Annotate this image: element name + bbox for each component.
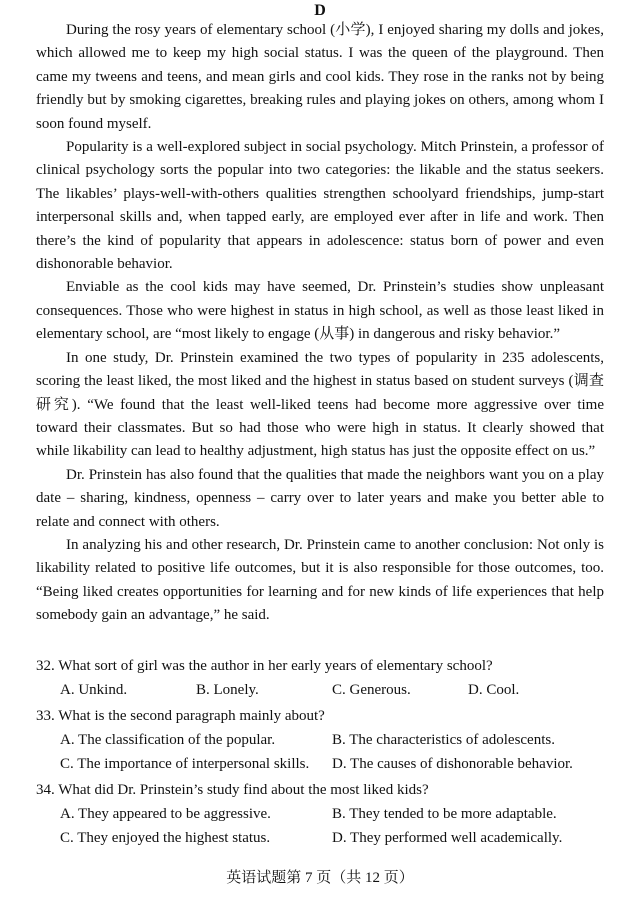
passage-paragraph-4: In one study, Dr. Prinstein examined the two types of popularity in 235 adolescents, scoring the least liked, the most liked and the highest in status based on student surveys (调查研究). “We found that the least well-liked teens had become more aggressive over time toward their classmates. But so had those who were high in status. It clearly showed that while likability can lead to healthy adjustment, high status has just the opposite effect on us.” — [36, 349, 604, 460]
page-footer: 英语试题第 7 页（共 12 页） — [226, 870, 414, 886]
option-b: B. Lonely. — [196, 682, 259, 698]
question-stem: 33. What is the second paragraph mainly about? — [36, 708, 325, 724]
option-b: B. The characteristics of adolescents. — [332, 732, 555, 748]
section-heading: D — [314, 2, 326, 19]
option-c: C. The importance of interpersonal skills. — [60, 756, 310, 772]
passage-paragraph-3: Enviable as the cool kids may have seemed, Dr. Prinstein’s studies show unpleasant consequences. Those who were highest in status in high school, as well as those least liked in elementary school, are “most likely to engage (从事) in dangerous and risky behavior.” — [36, 279, 604, 343]
option-d: D. Cool. — [468, 682, 520, 698]
question-32 — [36, 654, 604, 702]
option-list — [36, 728, 604, 776]
question-34 — [36, 778, 604, 850]
question-33 — [36, 704, 604, 776]
question-stem: 32. What sort of girl was the author in her early years of elementary school? — [36, 658, 493, 674]
option-c: C. Generous. — [332, 682, 411, 698]
option-d: D. They performed well academically. — [332, 830, 563, 846]
passage-paragraph-5: Dr. Prinstein has also found that the qualities that made the neighbors want you on a play date – sharing, kindness, openness – carry over to later years and make you better able to relate and connect with others. — [36, 466, 604, 530]
option-list — [36, 678, 604, 702]
question-stem: 34. What did Dr. Prinstein’s study find about the most liked kids? — [36, 782, 429, 798]
reading-passage — [36, 19, 604, 628]
option-c: C. They enjoyed the highest status. — [60, 830, 271, 846]
option-list — [36, 802, 604, 850]
option-a: A. Unkind. — [60, 682, 128, 698]
option-a: A. The classification of the popular. — [60, 732, 276, 748]
passage-paragraph-6: In analyzing his and other research, Dr. Prinstein came to another conclusion: Not only is likability related to positive life outcomes, but it is also responsible for those outcomes, too. “Being liked creates opportunities for learning and for new kinds of life experiences that help somebody gain an advantage,” he said. — [36, 536, 604, 624]
option-a: A. They appeared to be aggressive. — [60, 806, 271, 822]
option-d: D. The causes of dishonorable behavior. — [332, 756, 573, 772]
passage-paragraph-1: During the rosy years of elementary school (小学), I enjoyed sharing my dolls and jokes, which allowed me to keep my high social status. I was the queen of the playground. Then came my tweens and teens, and mean girls and cool kids. They rose in the ranks not by being friendly but by smoking cigarettes, breaking rules and playing jokes on others, among whom I soon found myself. — [36, 22, 604, 132]
option-b: B. They tended to be more adaptable. — [332, 806, 557, 822]
question-list — [36, 654, 604, 852]
passage-paragraph-2: Popularity is a well-explored subject in social psychology. Mitch Prinstein, a professor of clinical psychology sorts the popular into two categories: the likable and the status seekers. The likables’ plays-well-with-others qualities strengthen schoolyard friendships, jump-start interpersonal skills and, when tapped early, are employed ever after in life and work. Then there’s the kind of popularity that appears in adolescence: status born of power and even dishonorable behavior. — [36, 139, 604, 273]
